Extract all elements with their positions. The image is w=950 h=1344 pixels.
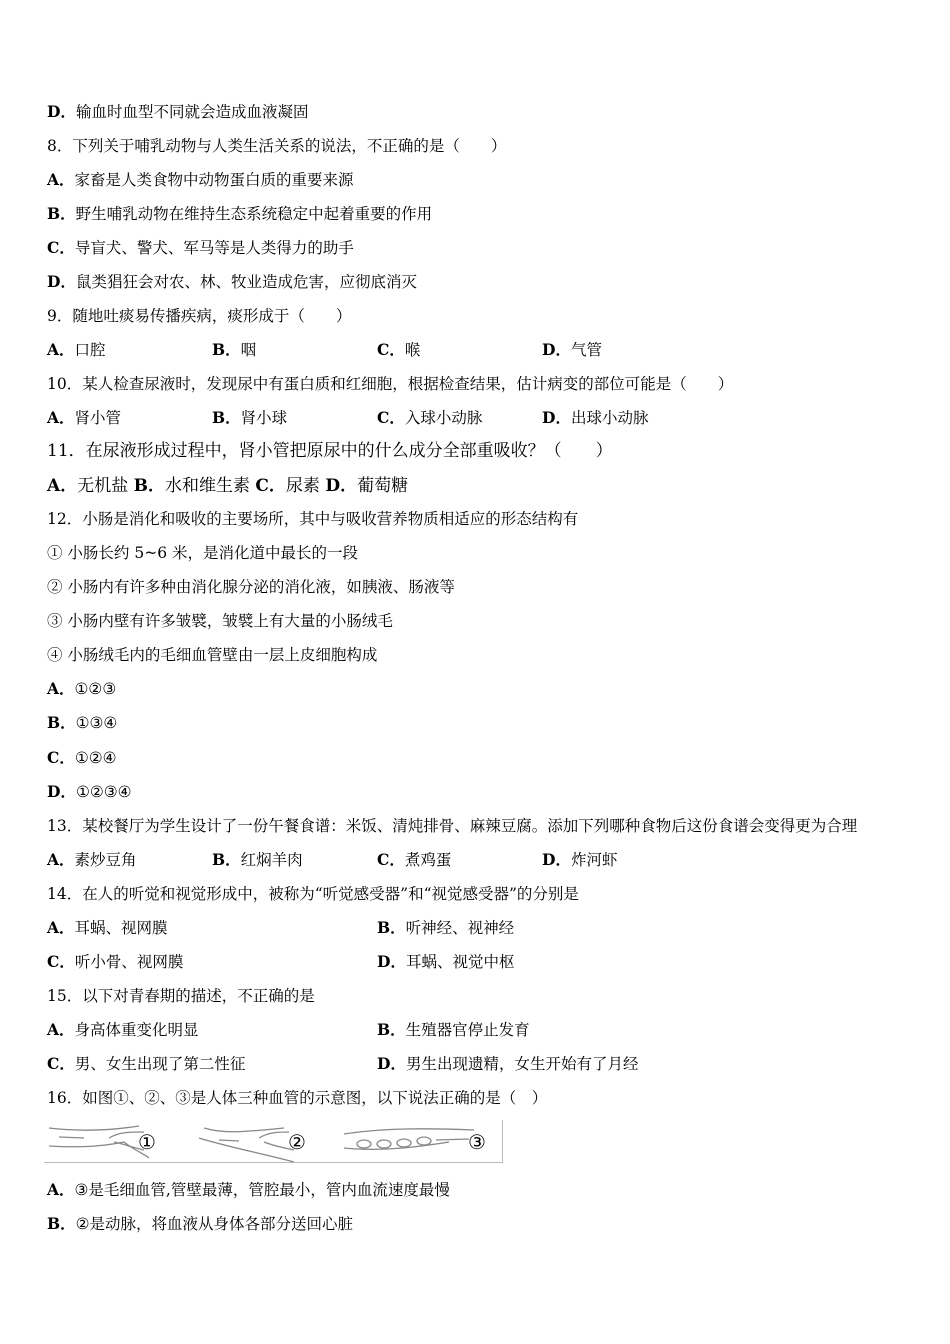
answer-option: [377, 850, 451, 870]
question-text: ③ 小肠内壁有许多皱襞，皱襞上有大量的小肠绒毛: [47, 612, 393, 630]
question-text: ① 小肠长约 5~6 米，是消化道中最长的一段: [47, 544, 358, 562]
option-letter: D．: [542, 340, 571, 359]
answer-option: [542, 850, 617, 870]
blood-vessel-figure: [44, 1120, 503, 1163]
answer-option: [47, 748, 117, 768]
answer-option: [47, 952, 183, 972]
option-letter: A．: [47, 850, 75, 869]
option-text: 男、女生出现了第二性征: [74, 1055, 246, 1073]
question-text: 12．小肠是消化和吸收的主要场所，其中与吸收营养物质相适应的形态结构有: [47, 510, 579, 528]
question-text: ② 小肠内有许多种由消化腺分泌的消化液，如胰液、肠液等: [47, 578, 455, 596]
answer-option: [47, 102, 308, 122]
answer-option: [377, 408, 482, 428]
answer-option: [377, 918, 514, 938]
answer-option: [47, 918, 168, 938]
option-text: 肾小管: [74, 409, 122, 427]
option-text: 炸河虾: [570, 851, 618, 869]
option-text: 水和维生素: [164, 476, 250, 496]
option-text: 咽: [240, 341, 257, 359]
option-text: 野生哺乳动物在维持生态系统稳定中起着重要的作用: [75, 205, 433, 223]
option-letter: C．: [377, 850, 405, 869]
answer-option: [47, 1054, 245, 1074]
option-text: 听神经、视神经: [405, 919, 515, 937]
option-letter: A．: [47, 476, 78, 496]
answer-option: [47, 238, 354, 258]
answer-option: [47, 1214, 353, 1234]
option-letter: B．: [377, 1020, 406, 1039]
answer-option: [47, 782, 132, 802]
question-text: 13．某校餐厅为学生设计了一份午餐食谱：米饭、清炖排骨、麻辣豆腐。添加下列哪种食物后这份食谱会变得更为合理: [47, 817, 858, 835]
answer-option: [47, 679, 116, 699]
option-letter: A．: [47, 918, 75, 937]
option-text: 红焖羊肉: [240, 851, 303, 869]
question-text: 9．随地吐痰易传播疾病，痰形成于（ ）: [47, 307, 352, 325]
option-text: 肾小球: [240, 409, 288, 427]
answer-option: [377, 1054, 638, 1074]
option-text: ②是动脉，将血液从身体各部分送回心脏: [75, 1215, 354, 1233]
option-letter: D．: [377, 1054, 406, 1073]
option-letter: D．: [47, 102, 76, 121]
answer-option: [212, 850, 303, 870]
answer-option: [377, 952, 514, 972]
question-text: 11．在尿液形成过程中，肾小管把原尿中的什么成分全部重吸收？（ ）: [47, 441, 613, 461]
answer-option: [47, 1020, 199, 1040]
option-text: 生殖器官停止发育: [405, 1021, 530, 1039]
option-letter: C．: [377, 408, 405, 427]
option-text: ①②③: [74, 680, 117, 698]
option-text: 素炒豆角: [74, 851, 137, 869]
option-letter: C．: [47, 1054, 75, 1073]
blood-vessels-diagram: [44, 1120, 502, 1162]
label-2: ②: [288, 1130, 306, 1154]
option-text: ①②④: [74, 749, 117, 767]
answer-option: [47, 1180, 450, 1200]
option-text: 口腔: [74, 341, 106, 359]
option-letter: C．: [47, 952, 75, 971]
answer-options-inline: [47, 476, 408, 496]
question-text: 15．以下对青春期的描述，不正确的是: [47, 987, 315, 1005]
option-text: 出球小动脉: [570, 409, 649, 427]
option-text: 无机盐: [77, 476, 129, 496]
option-text: 气管: [570, 341, 602, 359]
option-letter: A．: [47, 1020, 75, 1039]
option-letter: D．: [377, 952, 406, 971]
option-text: 入球小动脉: [404, 409, 483, 427]
answer-option: [47, 850, 137, 870]
option-letter: A．: [47, 408, 75, 427]
answer-option: [212, 340, 256, 360]
option-letter: A．: [47, 679, 75, 698]
answer-option: [377, 340, 420, 360]
answer-option: [47, 272, 417, 292]
option-letter: A．: [47, 1180, 75, 1199]
answer-option: [377, 1020, 530, 1040]
option-letter: D．: [542, 850, 571, 869]
option-text: ①③④: [75, 714, 118, 732]
answer-option: [47, 713, 117, 733]
option-letter: C．: [255, 476, 286, 496]
label-1: ①: [138, 1130, 156, 1154]
option-text: 导盲犬、警犬、军马等是人类得力的助手: [74, 239, 354, 257]
option-letter: A．: [47, 340, 75, 359]
question-text: 16．如图①、②、③是人体三种血管的示意图，以下说法正确的是（ ）: [47, 1089, 548, 1107]
option-letter: D．: [325, 476, 358, 496]
question-text: 10．某人检查尿液时，发现尿中有蛋白质和红细胞，根据检查结果，估计病变的部位可能是（ ）: [47, 375, 734, 393]
option-text: ①②③④: [75, 783, 132, 801]
option-letter: B．: [212, 850, 241, 869]
option-text: 听小骨、视网膜: [74, 953, 184, 971]
option-text: 身高体重变化明显: [74, 1021, 199, 1039]
option-letter: D．: [47, 272, 76, 291]
label-3: ③: [468, 1130, 486, 1154]
answer-option: [47, 408, 121, 428]
option-letter: B．: [47, 713, 76, 732]
option-letter: C．: [377, 340, 405, 359]
option-letter: D．: [47, 782, 76, 801]
answer-option: [47, 340, 106, 360]
question-text: ④ 小肠绒毛内的毛细血管壁由一层上皮细胞构成: [47, 646, 378, 664]
option-letter: B．: [47, 204, 76, 223]
answer-option: [542, 340, 602, 360]
option-letter: C．: [47, 748, 75, 767]
option-text: ③是毛细血管,管壁最薄，管腔最小，管内血流速度最慢: [74, 1181, 450, 1199]
option-text: 家畜是人类食物中动物蛋白质的重要来源: [74, 171, 354, 189]
option-letter: B．: [377, 918, 406, 937]
option-letter: B．: [212, 408, 241, 427]
option-text: 鼠类猖狂会对农、林、牧业造成危害，应彻底消灭: [75, 273, 417, 291]
question-text: 14．在人的听觉和视觉形成中，被称为“听觉感受器”和“视觉感受器”的分别是: [47, 885, 579, 903]
option-text: 喉: [404, 341, 421, 359]
answer-option: [212, 408, 287, 428]
option-text: 输血时血型不同就会造成血液凝固: [75, 103, 309, 121]
option-letter: B．: [212, 340, 241, 359]
option-letter: D．: [542, 408, 571, 427]
answer-option: [47, 170, 354, 190]
option-text: 男生出现遗精，女生开始有了月经: [405, 1055, 639, 1073]
option-letter: A．: [47, 170, 75, 189]
option-letter: B．: [133, 476, 165, 496]
question-text: 8．下列关于哺乳动物与人类生活关系的说法，不正确的是（ ）: [47, 137, 507, 155]
option-text: 葡萄糖: [357, 476, 409, 496]
answer-option: [542, 408, 648, 428]
option-text: 耳蜗、视觉中枢: [405, 953, 515, 971]
option-text: 耳蜗、视网膜: [74, 919, 168, 937]
option-text: 尿素: [285, 476, 320, 496]
answer-option: [47, 204, 432, 224]
option-letter: C．: [47, 238, 75, 257]
option-text: 煮鸡蛋: [404, 851, 452, 869]
option-letter: B．: [47, 1214, 76, 1233]
